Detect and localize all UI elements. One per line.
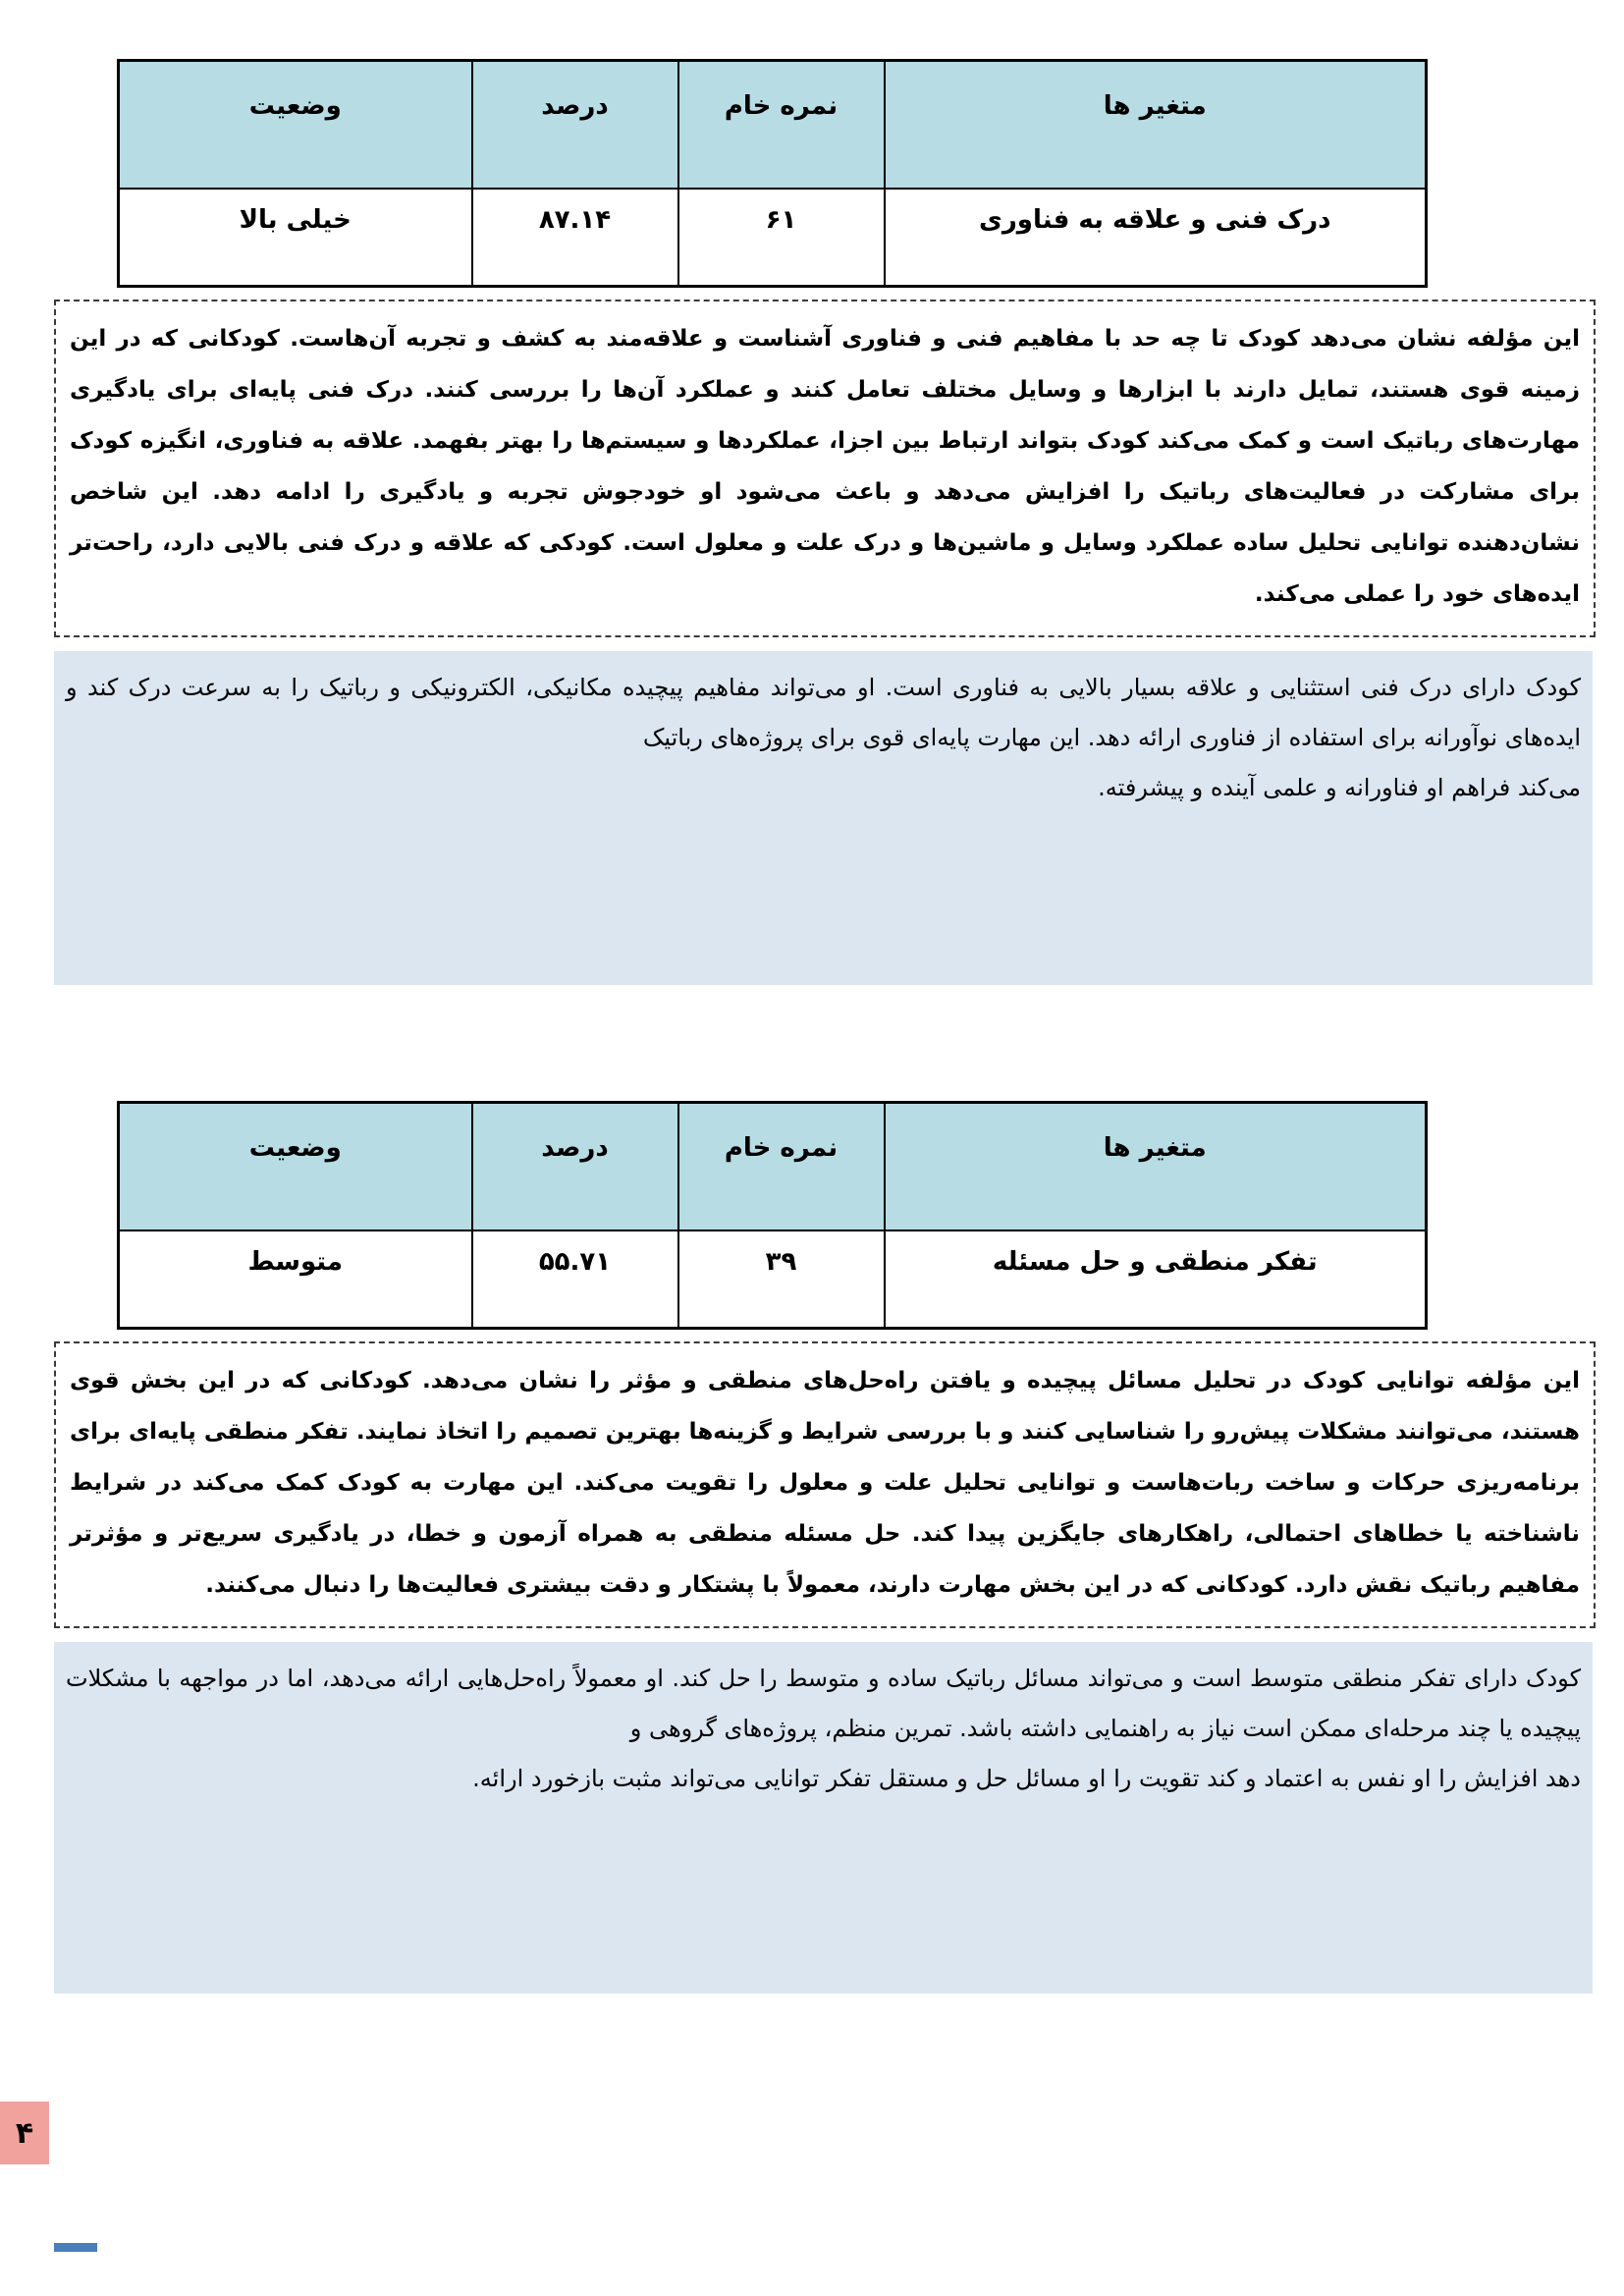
table-header-row: [119, 61, 1427, 189]
description-box-logical: [54, 1341, 1596, 1628]
header-variables: متغیر ها: [885, 61, 1427, 189]
description-text: این مؤلفه نشان می‌دهد کودک تا چه حد با مفاهیم فنی و فناوری آشناست و علاقه‌مند به کشف و تجربه آن‌هاست. کودکانی که در این زمینه قوی هستند، تمایل دارند با ابزارها و وسایل مختلف تعامل کنند و عملکرد آن‌ها را بررسی کنند. درک فنی پایه‌ای برای یادگیری مهارت‌های رباتیک است و کمک می‌کند کودک بتواند ارتباط بین اجزا، عملکردها و سیستم‌ها را بهتر بفهمد. علاقه به فناوری، انگیزه کودک برای مشارکت در فعالیت‌های رباتیک را افزایش می‌دهد و باعث می‌شود او خودجوش تجربه و یادگیری را ادامه دهد. این شاخص نشان‌دهنده توانایی تحلیل ساده عملکرد وسایل و ماشین‌ها و درک علت و معلول است. کودکی که علاقه و درک فنی بالایی دارد، راحت‌تر ایده‌های خود را عملی می‌کند.: [70, 326, 1580, 607]
header-percent: درصد: [472, 61, 678, 189]
footer-accent-line: [54, 2243, 97, 2252]
table-row: [119, 189, 1427, 287]
cell-status: خیلی بالا: [119, 189, 472, 287]
summary-box-technical: [54, 651, 1593, 985]
summary-closing-line: .ارائه بازخورد مثبت می‌تواند توانایی تفکر مستقل و حل مسائل او را تقویت کند و اعتماد به نفس او را افزایش دهد: [472, 1765, 1581, 1792]
table-row: [119, 1230, 1427, 1329]
header-raw-score: نمره خام: [678, 61, 885, 189]
header-percent: درصد: [472, 1103, 678, 1230]
header-status: وضعیت: [119, 1103, 472, 1230]
cell-status: متوسط: [119, 1230, 472, 1329]
header-raw-score: نمره خام: [678, 1103, 885, 1230]
summary-box-logical: [54, 1642, 1593, 1994]
header-variables: متغیر ها: [885, 1103, 1427, 1230]
cell-percent: ۸۷.۱۴: [472, 189, 678, 287]
page-number-badge: [0, 2102, 49, 2164]
summary-text: کودک دارای تفکر منطقی متوسط است و می‌تواند مسائل رباتیک ساده و متوسط را حل کند. او معمولاً راه‌حل‌هایی ارائه می‌دهد، اما در مواجهه با مشکلات پیچیده یا چند مرحله‌ای ممکن است نیاز به راهنمایی داشته باشد. تمرین منظم، پروژه‌های گروهی و: [66, 1665, 1581, 1742]
cell-variable-logical: تفکر منطقی و حل مسئله: [885, 1230, 1427, 1329]
table-header-row: [119, 1103, 1427, 1230]
score-table-logical: [117, 1101, 1428, 1330]
page-number: ۴: [15, 2115, 34, 2151]
summary-text: کودک دارای درک فنی استثنایی و علاقه بسیار بالایی به فناوری است. او می‌تواند مفاهیم پیچیده مکانیکی، الکترونیکی و رباتیک را به سرعت درک کند و ایده‌های نوآورانه برای استفاده از فناوری ارائه دهد. این مهارت پایه‌ای قوی برای پروژه‌های رباتیک: [66, 674, 1581, 751]
cell-raw-score: ۶۱: [678, 189, 885, 287]
description-box-technical: [54, 300, 1596, 637]
summary-closing-line: .پیشرفته و آینده علمی و فناورانه او فراهم می‌کند: [1098, 774, 1581, 801]
description-text: این مؤلفه توانایی کودک در تحلیل مسائل پیچیده و یافتن راه‌حل‌های منطقی و مؤثر را نشان می‌دهد. کودکانی که در این بخش قوی هستند، می‌توانند مشکلات پیش‌رو را شناسایی کنند و با بررسی شرایط و گزینه‌ها بهترین تصمیم را اتخاذ نمایند. تفکر منطقی پایه‌ای برای برنامه‌ریزی حرکات و ساخت ربات‌هاست و توانایی تحلیل علت و معلول را تقویت می‌کند. این مهارت به کودک کمک می‌کند در شرایط ناشناخته یا خطاهای احتمالی، راهکارهای جایگزین پیدا کند. حل مسئله منطقی به همراه آزمون و خطا، در یادگیری سریع‌تر و مؤثرتر مفاهیم رباتیک نقش دارد. کودکانی که در این بخش مهارت دارند، معمولاً با پشتکار و دقت بیشتری فعالیت‌ها را دنبال می‌کنند.: [70, 1368, 1580, 1598]
header-status: وضعیت: [119, 61, 472, 189]
cell-percent: ۵۵.۷۱: [472, 1230, 678, 1329]
score-table-technical: [117, 59, 1428, 288]
cell-raw-score: ۳۹: [678, 1230, 885, 1329]
cell-variable-technical: درک فنی و علاقه به فناوری: [885, 189, 1427, 287]
